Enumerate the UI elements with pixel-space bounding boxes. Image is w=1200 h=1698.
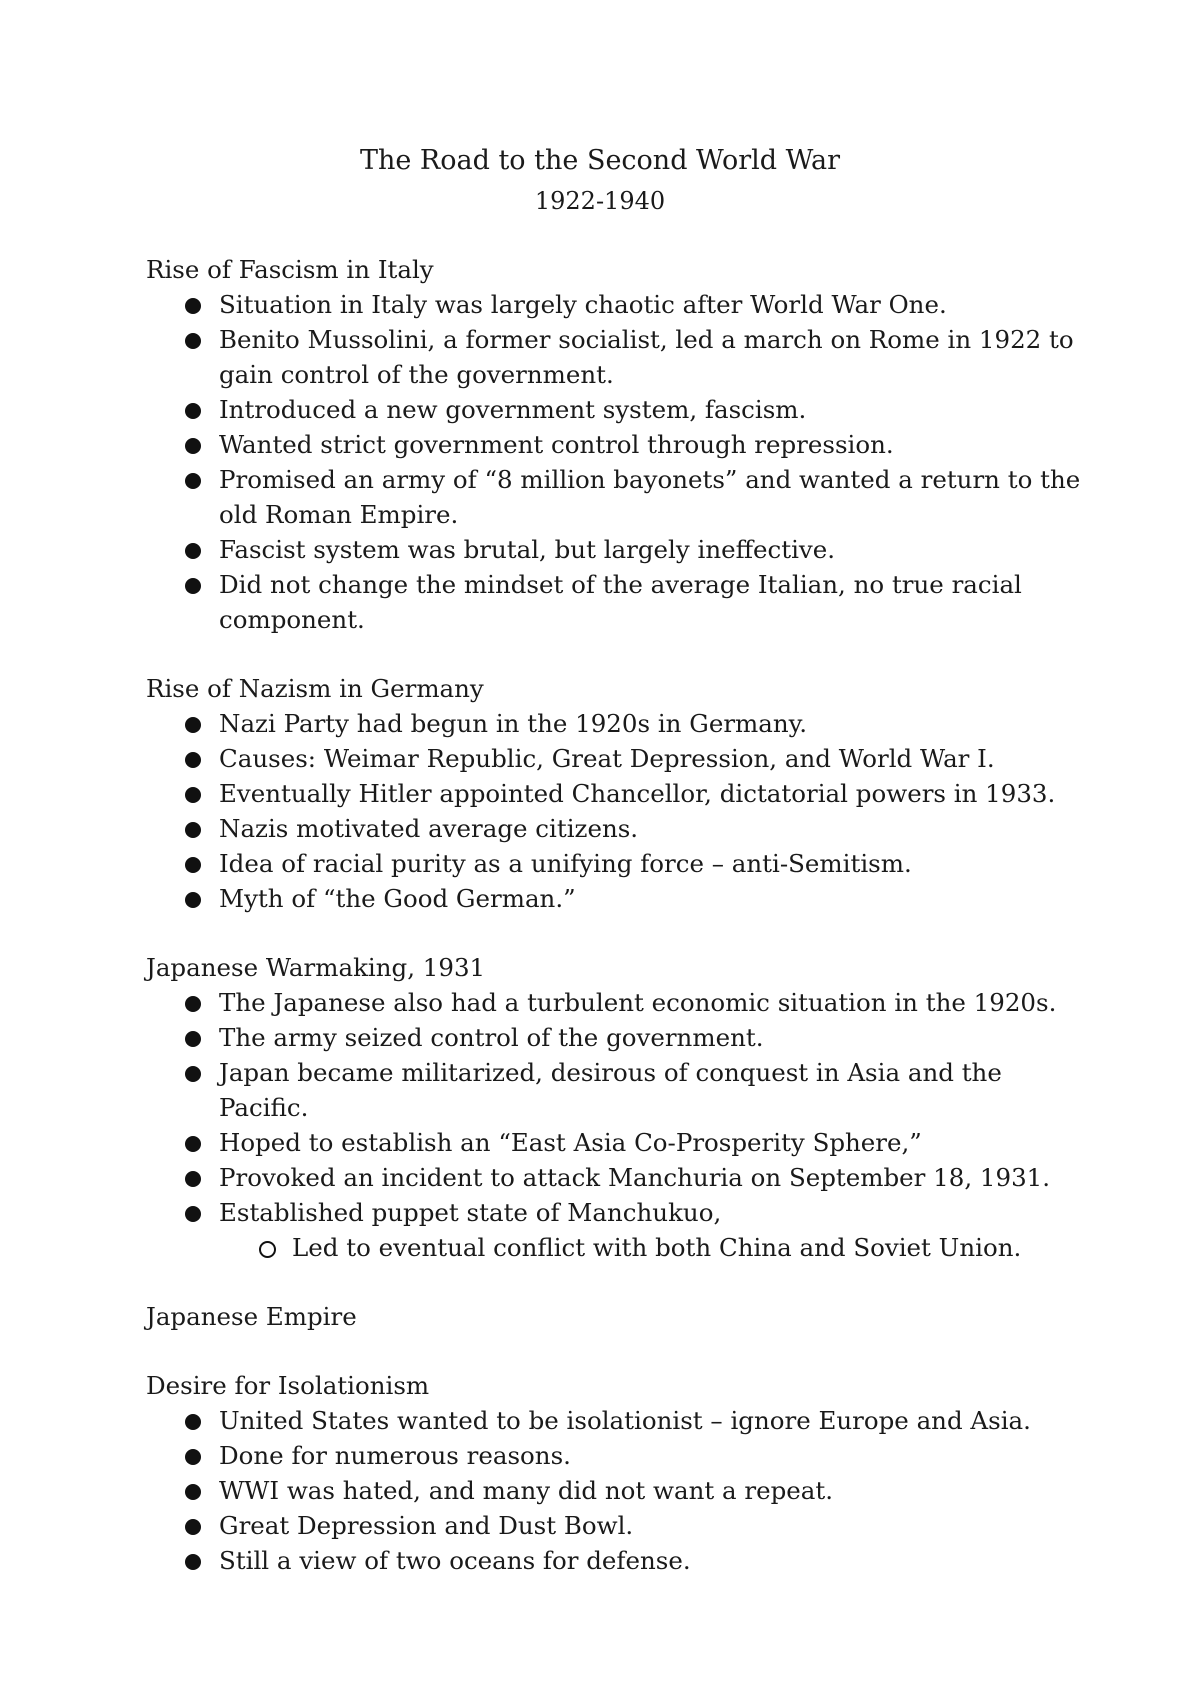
bullet-list <box>146 985 1096 1230</box>
list-item-text: Japan became militarized, desirous of conquest in Asia and the Pacific. <box>219 1058 1002 1122</box>
list-item-text: Eventually Hitler appointed Chancellor, dictatorial powers in 1933. <box>219 779 1056 808</box>
bullet-list <box>146 706 1096 916</box>
list-item-text: Established puppet state of Manchukuo, <box>219 1198 722 1227</box>
bullet-dot-icon <box>185 578 201 594</box>
bullet-dot-icon <box>185 473 201 489</box>
list-item-text: Done for numerous reasons. <box>219 1441 571 1470</box>
document-subtitle: 1922-1940 <box>534 187 666 215</box>
bullet-dot-icon <box>185 996 201 1012</box>
list-item-text: Introduced a new government system, fascism. <box>219 395 807 424</box>
bullet-dot-icon <box>185 1414 201 1430</box>
list-item-text: The army seized control of the government. <box>219 1023 764 1052</box>
list-item <box>146 881 1096 916</box>
bullet-dot-icon <box>185 1031 201 1047</box>
bullet-dot-icon <box>185 1554 201 1570</box>
list-item <box>146 1438 1096 1473</box>
list-item <box>146 1473 1096 1508</box>
section-isolationism <box>146 1368 1096 1578</box>
bullet-dot-icon <box>185 857 201 873</box>
bullet-dot-icon <box>185 1171 201 1187</box>
section-heading: Rise of Fascism in Italy <box>146 255 434 284</box>
list-item <box>146 1403 1096 1438</box>
list-item <box>146 706 1096 741</box>
bullet-dot-icon <box>185 717 201 733</box>
sub-list-item <box>219 1230 1096 1265</box>
list-item-text: United States wanted to be isolationist – ignore Europe and Asia. <box>219 1406 1031 1435</box>
list-item-text: Great Depression and Dust Bowl. <box>219 1511 634 1540</box>
list-item-text: Myth of “the Good German.” <box>219 884 576 913</box>
list-item <box>146 1195 1096 1230</box>
bullet-dot-icon <box>185 1066 201 1082</box>
list-item-text: Nazi Party had begun in the 1920s in Germany. <box>219 709 808 738</box>
bullet-dot-icon <box>185 333 201 349</box>
list-item <box>146 1543 1096 1578</box>
list-item-text: Provoked an incident to attack Manchuria on September 18, 1931. <box>219 1163 1051 1192</box>
sub-bullet-list <box>146 1230 1096 1265</box>
section-japanese-warmaking <box>146 950 1096 1265</box>
list-item <box>146 427 1096 462</box>
list-item <box>146 1125 1096 1160</box>
section-heading: Japanese Empire <box>146 1302 357 1331</box>
list-item-text: Situation in Italy was largely chaotic after World War One. <box>219 290 947 319</box>
bullet-list <box>146 287 1096 637</box>
bullet-dot-icon <box>185 1136 201 1152</box>
list-item-text: Did not change the mindset of the average Italian, no true racial component. <box>219 570 1022 634</box>
bullet-dot-icon <box>185 298 201 314</box>
bullet-dot-icon <box>185 1519 201 1535</box>
bullet-dot-icon <box>185 403 201 419</box>
document-body <box>146 252 1096 1612</box>
list-item <box>146 1508 1096 1543</box>
bullet-dot-icon <box>185 438 201 454</box>
list-item-text: Causes: Weimar Republic, Great Depression, and World War I. <box>219 744 995 773</box>
list-item <box>146 1055 1096 1125</box>
list-item <box>146 1160 1096 1195</box>
list-item <box>146 985 1096 1020</box>
document-title: The Road to the Second World War <box>359 145 841 176</box>
list-item <box>146 741 1096 776</box>
list-item-text: Fascist system was brutal, but largely ineffective. <box>219 535 836 564</box>
list-item <box>146 1020 1096 1055</box>
bullet-dot-icon <box>185 1449 201 1465</box>
list-item-text: WWI was hated, and many did not want a repeat. <box>219 1476 834 1505</box>
list-item <box>146 811 1096 846</box>
bullet-list <box>146 1403 1096 1578</box>
bullet-dot-icon <box>185 787 201 803</box>
section-nazism-germany <box>146 671 1096 916</box>
section-heading: Rise of Nazism in Germany <box>146 674 484 703</box>
list-item-text: Promised an army of “8 million bayonets” and wanted a return to the old Roman Empire. <box>219 465 1081 529</box>
list-item-text: Hoped to establish an “East Asia Co-Prosperity Sphere,” <box>219 1128 922 1157</box>
section-japanese-empire <box>146 1299 1096 1334</box>
list-item-text: Wanted strict government control through repression. <box>219 430 894 459</box>
bullet-dot-icon <box>185 543 201 559</box>
list-item-text: Still a view of two oceans for defense. <box>219 1546 691 1575</box>
bullet-dot-icon <box>185 1206 201 1222</box>
list-item <box>146 567 1096 637</box>
bullet-dot-icon <box>185 892 201 908</box>
sub-list-item-text: Led to eventual conflict with both China and Soviet Union. <box>292 1233 1022 1262</box>
list-item <box>146 846 1096 881</box>
list-item <box>146 392 1096 427</box>
list-item <box>146 287 1096 322</box>
list-item-text: Nazis motivated average citizens. <box>219 814 639 843</box>
list-item <box>146 322 1096 392</box>
section-fascism-italy <box>146 252 1096 637</box>
list-item <box>146 532 1096 567</box>
bullet-dot-icon <box>185 1484 201 1500</box>
list-item-text: Benito Mussolini, a former socialist, led a march on Rome in 1922 to gain control of the government. <box>219 325 1074 389</box>
list-item-text: The Japanese also had a turbulent economic situation in the 1920s. <box>219 988 1057 1017</box>
list-item <box>146 462 1096 532</box>
list-item <box>146 776 1096 811</box>
list-item-text: Idea of racial purity as a unifying force – anti-Semitism. <box>219 849 912 878</box>
bullet-dot-icon <box>185 822 201 838</box>
bullet-dot-icon <box>185 752 201 768</box>
section-heading: Desire for Isolationism <box>146 1371 430 1400</box>
section-heading: Japanese Warmaking, 1931 <box>146 953 486 982</box>
hollow-bullet-icon <box>259 1241 276 1258</box>
